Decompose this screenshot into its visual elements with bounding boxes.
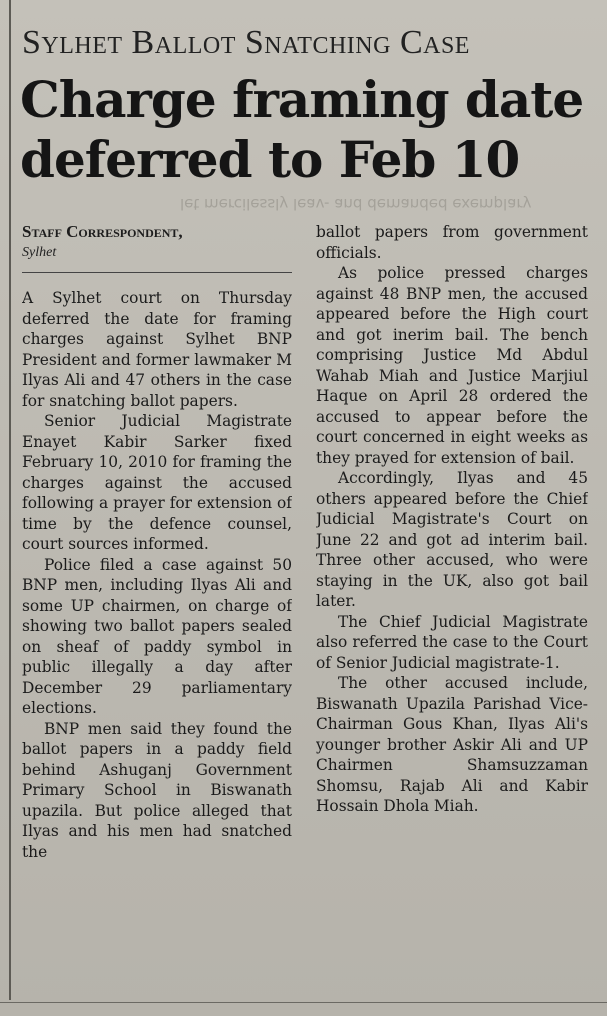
paragraph: The Chief Judicial Magistrate also referred the case to the Court of Senior Judicial magistrate-1. [316, 612, 588, 672]
article-kicker: Sylhet Ballot Snatching Case [22, 24, 470, 61]
article-dateline: Sylhet [22, 245, 57, 260]
paragraph: BNP men said they found the ballot papers in a paddy field behind Ashuganj Government Primary School in Biswanath upazila. But police alleged that Ilyas and his men had snatched the [22, 719, 292, 861]
byline-rule [22, 272, 292, 273]
paragraph: As police pressed charges against 48 BNP men, the accused appeared before the High court and got inerim bail. The bench comprising Justice Md Abdul Wahab Miah and Justice Marjiul Haque on April 28 ordered the accused to appear before the court concerned in eight weeks as they prayed for extension of bail. [316, 264, 588, 467]
paragraph-continuation: ballot papers from government officials. [316, 223, 588, 262]
article-column-1 [22, 288, 292, 1000]
bleed-through-text: let mercilessly leav- and demanded exemplary [180, 195, 532, 213]
paragraph: Accordingly, Ilyas and 45 others appeared before the Chief Judicial Magistrate's Court on June 22 and got ad interim bail. Three other accused, who were staying in the UK, also got bail later. [316, 469, 588, 610]
left-column-rule [9, 0, 11, 1000]
bottom-rule [0, 1002, 607, 1003]
paragraph: The other accused include, Biswanath Upazila Parishad Vice-Chairman Gous Khan, Ilyas Ali's younger brother Askir Ali and UP Chairmen Shamsuzzaman Shomsu, Rajab Ali and Kabir Hossain Dhola Miah. [316, 674, 588, 815]
paragraph: Senior Judicial Magistrate Enayet Kabir Sarker fixed February 10, 2010 for framing the charges against the accused following a prayer for extension of time by the defence counsel, court sources informed. [22, 412, 292, 553]
paragraph: A Sylhet court on Thursday deferred the date for framing charges against Sylhet BNP President and former lawmaker M Ilyas Ali and 47 others in the case for snatching ballot papers. [22, 289, 292, 410]
paragraph: Police filed a case against 50 BNP men, including Ilyas Ali and some UP chairmen, on charge of showing two ballot papers sealed on sheaf of paddy symbol in public illegally a day after December 29 parliamentary elections. [22, 555, 292, 717]
article-byline: Staff Correspondent, [22, 222, 183, 241]
article-column-2 [316, 222, 588, 1002]
article-headline: Charge framing date deferred to Feb 10 [20, 70, 584, 189]
